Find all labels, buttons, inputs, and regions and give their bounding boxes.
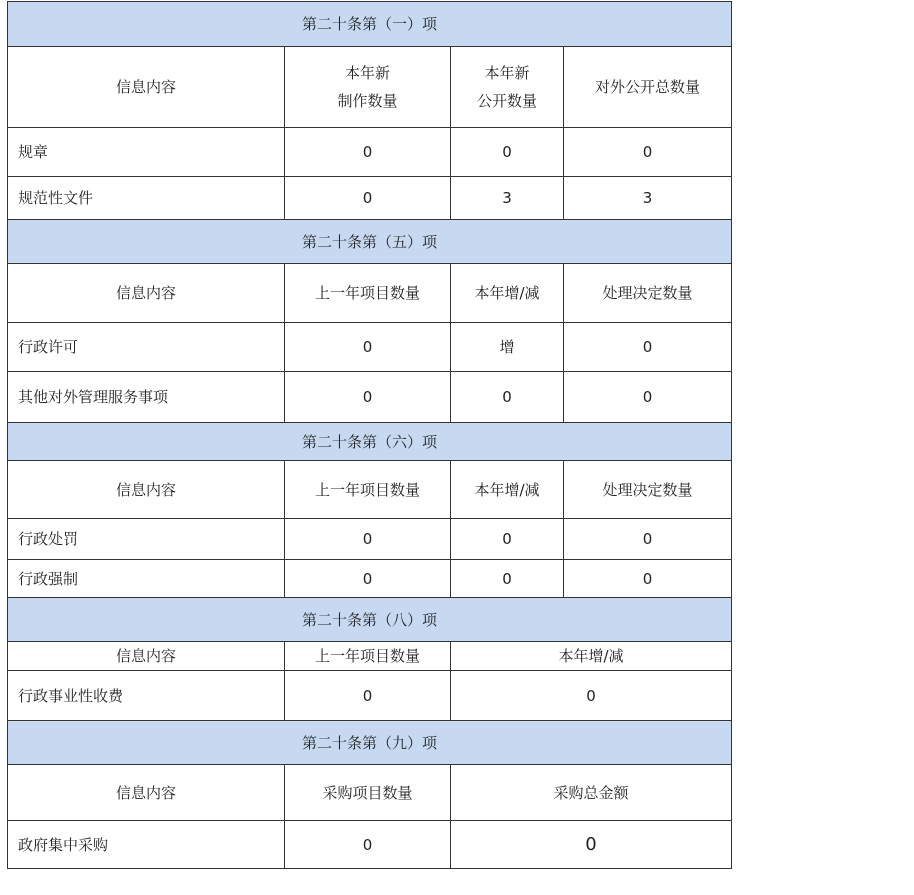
header-cell: 本年新 公开数量 [451,47,564,128]
table-cell: 0 [564,519,732,560]
section-title: 第二十条第（五）项 [8,220,732,264]
header-cell: 信息内容 [8,47,285,128]
table-cell: 0 [285,560,451,598]
header-cell: 处理决定数量 [564,461,732,519]
row-label: 政府集中采购 [8,821,285,869]
table-row [8,671,732,721]
header-cell: 信息内容 [8,642,285,671]
table-cell: 0 [564,128,732,177]
table-row [8,323,732,372]
header-cell: 信息内容 [8,461,285,519]
header-cell: 信息内容 [8,765,285,821]
header-cell: 本年新 制作数量 [285,47,451,128]
table-cell: 0 [451,671,732,721]
header-cell: 信息内容 [8,264,285,323]
table-cell: 0 [285,177,451,220]
table-cell: 3 [564,177,732,220]
row-label: 行政事业性收费 [8,671,285,721]
header-cell: 本年增/减 [451,642,732,671]
header-row [8,264,732,323]
section-header-5 [8,220,732,264]
section-header-8 [8,598,732,642]
table-row [8,372,732,423]
header-row [8,47,732,128]
table-row [8,177,732,220]
section-header-6 [8,423,732,461]
table-cell: 0 [451,372,564,423]
table-cell: 0 [451,560,564,598]
table-cell: 0 [564,323,732,372]
row-label: 行政处罚 [8,519,285,560]
table-cell: 0 [285,323,451,372]
section-title: 第二十条第（八）项 [8,598,732,642]
row-label: 规章 [8,128,285,177]
header-cell: 本年增/减 [451,461,564,519]
table-cell: 3 [451,177,564,220]
row-label: 行政强制 [8,560,285,598]
header-cell: 处理决定数量 [564,264,732,323]
row-label: 行政许可 [8,323,285,372]
section-header-1 [8,2,732,47]
section-title: 第二十条第（六）项 [8,423,732,461]
header-cell: 上一年项目数量 [285,461,451,519]
row-label: 其他对外管理服务事项 [8,372,285,423]
row-label: 规范性文件 [8,177,285,220]
table-cell: 0 [285,519,451,560]
header-cell: 采购总金额 [451,765,732,821]
table-cell: 0 [564,560,732,598]
section-header-9 [8,721,732,765]
table-cell: 0 [285,128,451,177]
table-cell: 增 [451,323,564,372]
table-row [8,128,732,177]
table-row [8,519,732,560]
header-cell: 上一年项目数量 [285,642,451,671]
header-row [8,461,732,519]
table-cell: 0 [451,519,564,560]
table-row [8,560,732,598]
disclosure-table [7,1,732,869]
section-title: 第二十条第（一）项 [8,2,732,47]
table-cell: 0 [285,372,451,423]
table-cell: 0 [451,821,732,869]
table-cell: 0 [285,821,451,869]
table-cell: 0 [564,372,732,423]
header-row [8,642,732,671]
header-cell: 对外公开总数量 [564,47,732,128]
header-cell: 采购项目数量 [285,765,451,821]
header-row [8,765,732,821]
header-cell: 本年增/减 [451,264,564,323]
table-cell: 0 [285,671,451,721]
section-title: 第二十条第（九）项 [8,721,732,765]
header-cell: 上一年项目数量 [285,264,451,323]
table-cell: 0 [451,128,564,177]
table-row [8,821,732,869]
